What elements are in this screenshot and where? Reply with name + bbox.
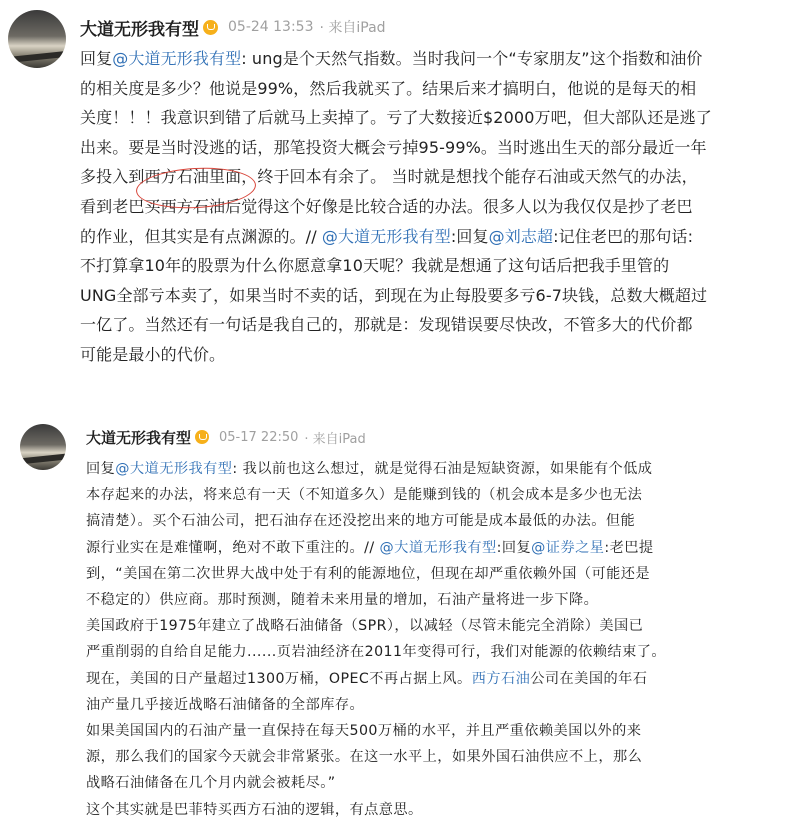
text-segment: 到，“美国在第二次世界大战中处于有利的能源地位，但现在却严重依赖外国（可能还是	[86, 565, 651, 582]
post-text-line	[86, 797, 756, 823]
text-segment: 不打算拿10年的股票为什么你愿意拿10天呢？我就是想通了这句话后把我手里管的	[80, 256, 670, 276]
post-date: 05-24 13:53	[228, 19, 314, 35]
text-segment: :回复	[496, 539, 532, 556]
avatar[interactable]	[20, 424, 66, 470]
post-text-line	[86, 508, 756, 534]
text-segment: 美国政府于1975年建立了战略石油储备（SPR），以减轻（尽管未能完全消除）美国已	[86, 618, 644, 635]
mention-link[interactable]: @大道无形我有型	[115, 461, 233, 477]
post-text-line	[80, 192, 792, 222]
post-body	[80, 44, 792, 370]
post-text-line	[86, 692, 756, 718]
author-name[interactable]: 大道无形我有型	[80, 19, 199, 40]
post-source: · 来自iPad	[304, 431, 366, 447]
post-text-line	[86, 456, 756, 482]
text-segment: 出来。要是当时没逃的话，那笔投资大概会亏掉95-99%。当时逃出生天的部分最近一年	[80, 137, 707, 157]
verified-badge-icon	[195, 430, 209, 444]
text-segment: 本存起来的办法，将来总有一天（不知道多久）是能赚到钱的（机会成本是多少也无法	[86, 487, 643, 504]
text-segment: 如果美国国内的石油产量一直保持在每天500万桶的水平，并且严重依赖美国以外的来	[86, 723, 642, 740]
text-segment: 严重削弱的自给自足能力......页岩油经济在2011年变得可行，我们对能源的依赖结束了。	[86, 644, 666, 661]
text-segment: 一亿了。当然还有一句话是我自己的，那就是：发现错误要尽快改，不管多大的代价都	[80, 315, 693, 335]
text-segment: UNG全部亏本卖了，如果当时不卖的话，到现在为止每股要多亏6-7块钱，总数大概超过	[80, 285, 708, 305]
text-segment: 油产量几乎接近战略石油储备的全部库存。	[86, 696, 365, 713]
text-segment: 公司在美国的年石	[530, 670, 648, 687]
text-segment: 可能是最小的代价。	[80, 344, 226, 364]
post-text-line	[80, 310, 792, 340]
post-text-line	[86, 482, 756, 508]
text-segment: 这个其实就是巴菲特买西方石油的逻辑，有点意思。	[86, 801, 423, 818]
text-segment: 的相关度是多少？他说是99%，然后我就买了。结果后来才搞明白，他说的是每天的相	[80, 78, 697, 98]
post-source: · 来自iPad	[319, 20, 386, 36]
text-segment: 现在，美国的日产量超过1300万桶，OPEC不再占据上风。	[86, 670, 472, 687]
mention-link[interactable]: @大道无形我有型	[112, 49, 242, 68]
mention-link[interactable]: @大道无形我有型	[379, 539, 497, 556]
text-segment: 回复	[80, 49, 113, 68]
text-segment: 关度！！！我意识到错了后就马上卖掉了。亏了大数接近$2000万吧，但大部队还是逃了	[80, 108, 712, 128]
post-text-line	[86, 535, 756, 561]
post-text-line	[86, 770, 756, 796]
post-body	[86, 456, 756, 823]
text-segment: 源行业实在是难懂啊，绝对不敢下重注的。//	[86, 539, 380, 556]
mention-link[interactable]: @证券之星	[531, 539, 605, 556]
mention-link[interactable]: 西方石油	[471, 670, 531, 687]
post-text-line	[80, 340, 792, 370]
post-text-line	[86, 613, 756, 639]
text-segment: :记住老巴的那句话:	[553, 226, 694, 246]
post-text-line	[86, 744, 756, 770]
post-text-line	[80, 103, 792, 133]
post-text-line	[86, 639, 756, 665]
text-segment: 源，那么我们的国家今天就会非常紧张。在这一水平上，如果外国石油供应不上，那么	[86, 749, 643, 766]
verified-badge-icon	[203, 20, 218, 35]
text-segment: : ung是个天然气指数。当时我问一个“专家朋友”这个指数和油价	[241, 49, 703, 68]
mention-link[interactable]: @刘志超	[488, 226, 554, 246]
mention-link[interactable]: @大道无形我有型	[321, 226, 451, 246]
avatar[interactable]	[8, 10, 66, 68]
text-segment: 看到老巴买西方石油后觉得这个好像是比较合适的办法。很多人以为我仅仅是抄了老巴	[80, 196, 693, 216]
post-text-line	[80, 222, 792, 252]
text-segment: 的作业，但其实是有点渊源的。//	[80, 226, 322, 246]
post-text-line	[80, 251, 792, 281]
post-text-line	[80, 281, 792, 311]
author-name[interactable]: 大道无形我有型	[86, 428, 192, 447]
text-segment: 搞清楚）。买个石油公司，把石油存在还没挖出来的地方可能是成本最低的办法。但能	[86, 513, 636, 530]
text-segment: 回复	[86, 461, 116, 477]
post-date: 05-17 22:50	[219, 429, 299, 445]
post-text-line	[80, 74, 792, 104]
text-segment: 不稳定的）供应商。那时预测，随着未来用量的增加，石油产量将进一步下降。	[86, 592, 599, 609]
text-segment: : 我以前也这么想过，就是觉得石油是短缺资源，如果能有个低成	[232, 461, 653, 477]
text-segment: :老巴提	[604, 539, 654, 556]
text-segment: 战略石油储备在几个月内就会被耗尽。”	[86, 775, 336, 792]
post-text-line	[80, 133, 792, 163]
text-segment: :回复	[450, 226, 489, 246]
post-text-line	[86, 561, 756, 587]
post-text-line	[86, 587, 756, 613]
post-header	[86, 426, 366, 448]
post-text-line	[86, 666, 756, 692]
text-segment: 多投入到西方石油里面，终于回本有余了。 当时就是想找个能存石油或天然气的办法，	[80, 167, 698, 187]
post-header	[80, 14, 386, 40]
post-text-line	[86, 718, 756, 744]
post-text-line	[80, 44, 792, 74]
post-text-line	[80, 162, 792, 192]
